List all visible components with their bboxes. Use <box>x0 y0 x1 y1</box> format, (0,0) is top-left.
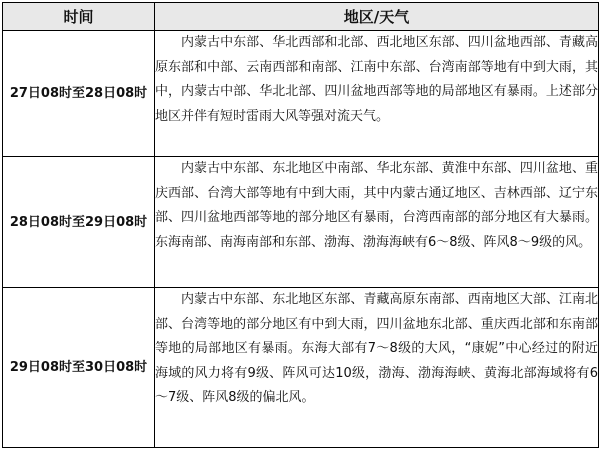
weather-cell: 内蒙古中东部、华北西部和北部、西北地区东部、四川盆地西部、青藏高原东部和中部、云南西部和南部、江南中东部、台湾南部等地有中到大雨，其中，内蒙古中部、华北北部、四川盆地西部等地的局部地区有暴雨。上述部分地区并伴有短时雷雨大风等强对流天气。 <box>155 31 599 157</box>
header-time: 时间 <box>3 3 155 31</box>
table-row <box>3 157 599 288</box>
header-region-weather: 地区/天气 <box>155 3 599 31</box>
time-cell: 29日08时至30日08时 <box>3 288 155 448</box>
weather-cell: 内蒙古中东部、东北地区中南部、华北东部、黄淮中东部、四川盆地、重庆西部、台湾大部等地有中到大雨，其中内蒙古通辽地区、吉林西部、辽宁东部、四川盆地西部等地的部分地区有暴雨，台湾西南部的部分地区有大暴雨。东海南部、南海南部和东部、渤海、渤海海峡有6～8级、阵风8～9级的风。 <box>155 157 599 288</box>
forecast-table <box>2 2 599 448</box>
time-cell: 28日08时至29日08时 <box>3 157 155 288</box>
header-row <box>3 3 599 31</box>
table-row <box>3 288 599 448</box>
table-row <box>3 31 599 157</box>
time-cell: 27日08时至28日08时 <box>3 31 155 157</box>
weather-cell: 内蒙古中东部、东北地区东部、青藏高原东南部、西南地区大部、江南北部、台湾等地的部分地区有中到大雨，四川盆地东北部、重庆西北部和东南部等地的局部地区有暴雨。东海大部有7～8级的大风，“康妮”中心经过的附近海域的风力将有9级、阵风可达10级，渤海、渤海海峡、黄海北部海域将有6～7级、阵风8级的偏北风。 <box>155 288 599 448</box>
